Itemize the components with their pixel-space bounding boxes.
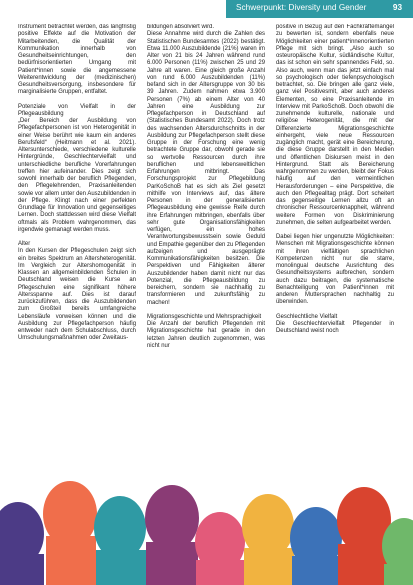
paragraph: Die Anzahl der beruflich Pflegenden mit Migrationsgeschichte hat gerade in den letzten Jahren deutlich zugenommen, was nicht nur (147, 321, 265, 349)
paragraph: „Der Bereich der Ausbildung von Pflegefachpersonen ist von Heterogenität in einer Weise berührt wie kaum ein anderes Berufsfeld“ (Heitmann et al. 2021). Altersunterschiede, verschiedene kulturelle Hintergründe, Geschlechtervielfalt und unterschiedliche berufliche Vorerfahrungen treffen hier aufeinander. Dies zeigt sich sowohl innerhalb der beruflich Pflegenden, den Pflegelehrenden, Praxisanleitenden sowie vor allem unter den Auszubildenden in der Pflege. Klingt nach einer perfekten Grundlage für Innovation und gegenseitiges Lernen. Doch stattdessen wird diese Vielfalt oftmals als Problem wahrgenommen, das irgendwie gemanagt werden muss. (18, 118, 136, 233)
paragraph: Die Geschlechtervielfalt Pflegender in Deutschland weist noch (276, 320, 394, 334)
subheading-migration: Migrationsgeschichte und Mehrsprachigkeit (147, 313, 262, 320)
paragraph: positive in Bezug auf den Fachkräftemangel zu bewerten ist, sondern ebenfalls neue Möglichkeiten einer patient*innenorientierten Pflege mit sich bringt. „Also auch so osteuropäische Kultur, südländische Kultur, das ist schon ein sehr spannendes Feld, so. Also auch, wenn man das jetzt einfach mal so psychologisch oder tiefenpsychologisch betrachtet, so. Die bringen alle ganz viele, ganz viel Positivesmit, aber auch anderes Elementen, so eine Praxisanleitende im Interview mit ParkoSchoB. Doch obwohl die zunehmende kulturelle, nationale und religiöse Heterogenität, die mit der Differenzierte Migrationsgeschichte einhergeht, viele neue Ressourcen zugänglich macht, gerät eine Bereicherung, die diese Gruppe darstellt in den Medien und öffentlichen Diskursen meist in den Hintergrund. Statt als Bereicherung wahrgenommen zu werden, bleibt der Fokus häufig auf den vermeintlichen Herausforderungen – eine Perspektive, die auch den Pflegealltag prägt. Dort scheitert das gegenseitige Lernen allzu oft an chronischer Ressourcenknappheit, während weitere Formen von Diskriminierung zunehmen, die selten aufgearbeitet werden. (276, 24, 394, 226)
head-silhouette-2 (43, 481, 97, 585)
text-column-right (276, 24, 394, 454)
head-silhouette-5 (195, 512, 245, 585)
head-silhouette-1 (0, 502, 44, 585)
diverse-heads-illustration (0, 456, 413, 585)
head-silhouette-3 (94, 496, 146, 585)
paragraph: Instrument betrachtet werden, das langfristig positive Effekte auf die Motivation der Mitarbeitenden, die Qualität der Kommunikation innerhalb von Gesundheitseinrichtungen, den bedürfnisorientierten Umgang mit Patient*innen sowie die angemessene Weiterentwicklung der (medizinischen) Gesundheitsversorgung, insbesondere für marginalisierte Gruppen, entfaltet. (18, 24, 136, 96)
head-silhouette-8 (337, 487, 391, 585)
head-silhouette-7 (290, 507, 342, 585)
page-number: 93 (392, 3, 402, 12)
paragraph: Diese Annahme wird durch die Zahlen des Statistischen Bundesamtes (2022) bestätigt. Etwa 11.000 Auszubildende (21%) waren im Alter von 21 bis 24 Jahren während rund 6.000 Personen (11%) zwischen 25 und 29 Jahre alt waren. Eine gleich große Anzahl von rund 6.000 Auszubildenden (11%) befand sich in der Altersgruppe von 30 bis 39 Jahren. Zudem nahmen etwa 3.900 Personen (7%) ab einem Alter von 40 Jahren eine Ausbildung zur Pflegefachperson in Deutschland auf (Statistisches Bundesamt 2022). Doch trotz des wachsenden Altersdurchschnitts in der Ausbildung zur Pflegefachperson stellt diese Gruppe in der Forschung eine wenig betrachtete Gruppe dar, obwohl gerade sie so wertvolle Ressourcen durch ihre beruflichen und lebensweltlichen Erfahrungen mitbringt. Das Forschungsprojekt zur Pflegebildung ParKoSchoB hat es sich als Ziel gesetzt mithilfe von Interviews auf, das ältere Personen in der generalisierten Pflegeausbildung eine gewisse Reife durch ihre Erfahrungen mitbringen, ebenfalls über sehr gute Organisationsfähigkeiten verfügen, ein hohes Verantwortungsbewusstsein sowie Geduld und Empathie gegenüber den zu Pflegenden aufzeigen und ausgeprägte Kommunikationsfähigkeiten besitzen. Die Perspektiven und Fähigkeiten älterer Auszubildender haben damit nicht nur das Potenzial, die Pflegeausbildung zu bereichern, sondern sie nachhaltig zu transformieren und zukunftsfähig zu machen! (147, 31, 265, 306)
paragraph: Dabei liegen hier ungenutzte Möglichkeiten: Menschen mit Migrationsgeschichte können mit ihren vielfältigen sprachlichen Kompetenzen nicht nur die starre, monolingual deutsche Ausrichtung des Gesundheitssystems aufbrechen, sondern auch dazu beitragen, die systematische Benachteiligung von Patient*innen mit anderen Muttersprachen nachhaltig zu überwinden. (276, 234, 394, 306)
text-column-middle (147, 24, 265, 454)
section-title: Schwerpunkt: Diversity und Gender (236, 3, 367, 12)
paragraph: bildungen absolviert wird. (147, 24, 214, 30)
subheading-geschlecht: Geschlechtliche Vielfalt (276, 313, 338, 320)
head-silhouette-4 (145, 485, 199, 585)
subheading-alter: Alter (18, 241, 31, 247)
head-silhouette-6 (242, 494, 294, 585)
paragraph: In den Kursen der Pflegeschulen zeigt sich ein breites Spektrum an Altersheterogenität. Im Vergleich zur Altershomogenität in Klassen an allgemeinbildenden Schulen in Deutschland weisen die Kurse an Pflegeschulen eine signifikant höhere Altersspanne auf. Dies ist darauf zurückzuführen, dass die Auszubildenden zum Großteil bereits umfangreiche Lebensläufe vorweisen können und die Ausbildung zur Pflegefachperson häufig entweder nach dem Schulabschluss, durch Umschulungsmaßnahmen oder Zweitaus- (18, 248, 136, 342)
subheading-potenziale: Potenziale von Vielfalt in der Pflegeausbildung (18, 103, 136, 117)
text-column-left (18, 24, 136, 454)
